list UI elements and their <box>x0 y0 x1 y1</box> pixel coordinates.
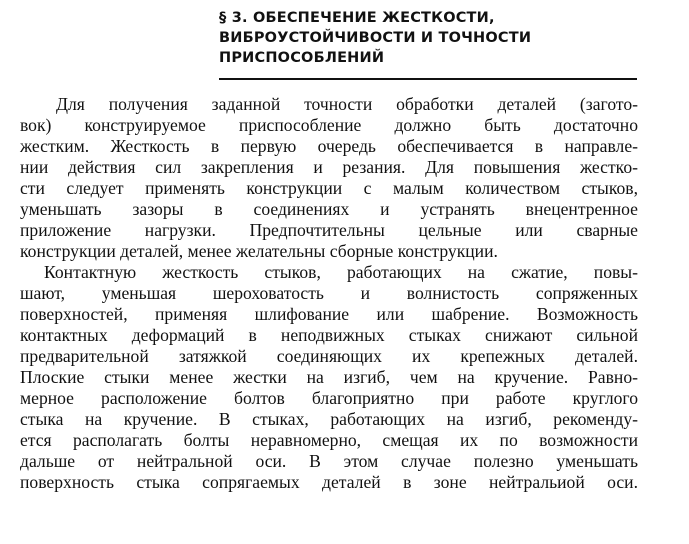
text-line: стыка на кручение. В стыках, работающих на изгиб, рекоменду- <box>20 409 638 429</box>
text-line: поверхностей, применяя шлифование или шабрение. Возможность <box>20 304 638 324</box>
heading-line: § 3. ОБЕСПЕЧЕНИЕ ЖЕСТКОСТИ, <box>219 10 495 26</box>
section-heading <box>219 8 639 68</box>
text-line: предварительной затяжкой соединяющих их крепежных деталей. <box>20 346 638 366</box>
text-line: Для получения заданной точности обработки деталей (загото- <box>56 94 638 114</box>
heading-underline <box>219 78 637 80</box>
text-line: ется располагать болты неравномерно, смещая их по возможности <box>20 430 638 450</box>
text-line: конструкции деталей, менее желательны сборные конструкции. <box>20 241 498 261</box>
text-line: дальше от нейтральной оси. В этом случае полезно уменьшать <box>20 451 638 471</box>
text-line: поверхность стыка сопрягаемых деталей в зоне нейтральиой оси. <box>20 472 638 492</box>
text-line: Плоские стыки менее жестки на изгиб, чем на кручение. Равно- <box>20 367 638 387</box>
text-line: жестким. Жесткость в первую очередь обеспечивается в направле- <box>20 136 638 156</box>
text-line: вок) конструируемое приспособление должно быть достаточно <box>20 115 638 135</box>
text-line: мерное расположение болтов благоприятно при работе круглого <box>20 388 638 408</box>
heading-line: ПРИСПОСОБЛЕНИЙ <box>219 50 385 66</box>
text-line: уменьшать зазоры в соединениях и устранять внецентренное <box>20 199 638 219</box>
text-line: шают, уменьшая шероховатость и волнистость сопряженных <box>20 283 638 303</box>
text-line: нии действия сил закрепления и резания. Для повышения жестко- <box>20 157 638 177</box>
heading-line: ВИБРОУСТОЙЧИВОСТИ И ТОЧНОСТИ <box>219 30 532 46</box>
text-line: приложение нагрузки. Предпочтительны цельные или сварные <box>20 220 638 240</box>
text-line: сти следует применять конструкции с малым количеством стыков, <box>20 178 638 198</box>
text-line: контактных деформаций в неподвижных стыках снижают сильной <box>20 325 638 345</box>
text-line: Контактную жесткость стыков, работающих на сжатие, повы- <box>44 262 638 282</box>
body-text <box>20 94 638 493</box>
